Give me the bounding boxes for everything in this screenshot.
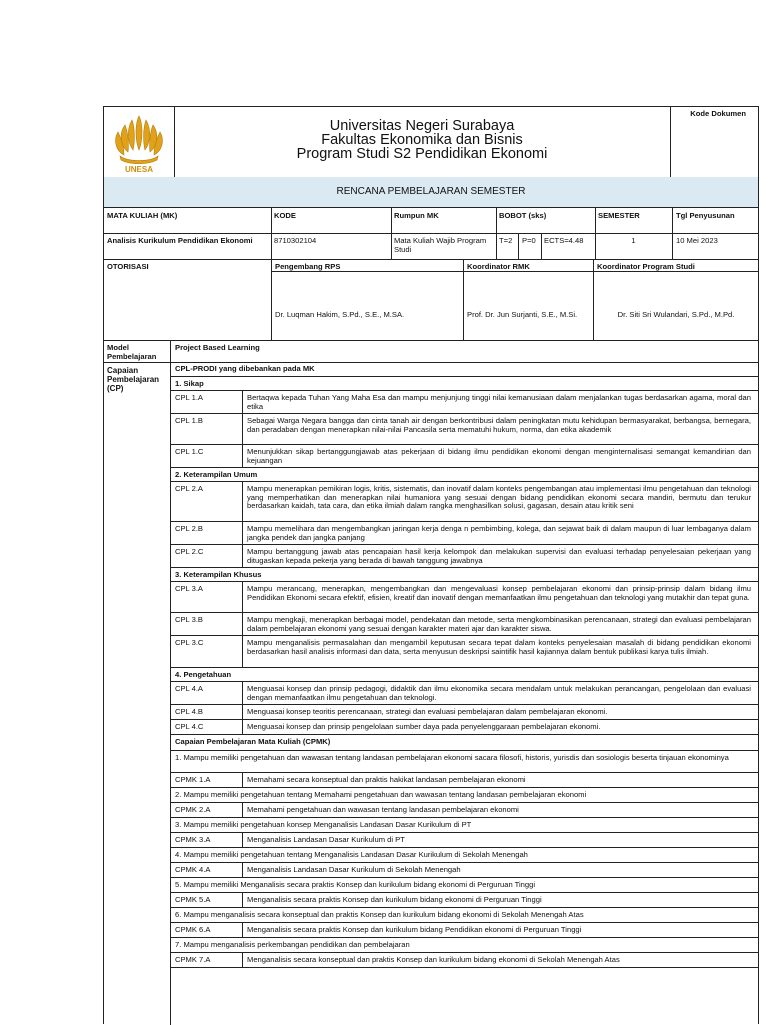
- cp-heading: Capaian Pembelajaran Mata Kuliah (CPMK): [175, 737, 331, 746]
- pengembang-label: Pengembang RPS: [275, 262, 341, 271]
- cpmk-row: [170, 953, 758, 968]
- cpmk-code: CPMK 2.A: [175, 805, 211, 814]
- cpl-text: Menguasai konsep teoritis perencanaan, strategi dan evaluasi pembelajaran dalam pembelajaran ekonomi.: [247, 707, 608, 716]
- koordinator-prodi-label: Koordinator Program Studi: [597, 262, 695, 271]
- cpl-text: Mampu menerapkan pemikiran logis, kritis, sistematis, dan inovatif dalam konteks pengembangan atau implementasi ilmu pengetahuan dan teknologi yang memperhatikan dan menerapkan nilai humaniora yang sesuai dengan bidang pendidikan ekonomi secara mandiri, bermutu dan terukur berdasarkan kaidah, tata cara, dan etika ilmiah dalam rangka menghasilkan solusi, gagasan, desain atau kritik seni: [247, 484, 751, 511]
- cp-section-heading: 1. Sikap: [175, 379, 204, 388]
- cpl-row: [170, 682, 758, 705]
- cpl-code: CPL 1.A: [175, 393, 203, 402]
- cpl-code: CPL 2.B: [175, 524, 203, 533]
- cpmk-description-row: [170, 818, 758, 833]
- university-name: Universitas Negeri Surabaya: [329, 118, 515, 134]
- cpl-code: CPL 1.C: [175, 447, 204, 456]
- cpl-text: Mampu memelihara dan mengembangkan jaringan kerja denga n pembimbing, kolega, dan sejawat baik di dalam maupun di luar lembaganya dalam jangka pendek dan jangka panjang: [247, 524, 751, 542]
- cpl-row: [170, 391, 758, 414]
- cpmk-code: CPMK 3.A: [175, 835, 211, 844]
- cpmk-description-row: [170, 848, 758, 863]
- cp-section-heading: 3. Keterampilan Khusus: [175, 570, 262, 579]
- cpl-text: Sebagai Warga Negara bangga dan cinta tanah air dengan berkontribusi dalam peningkatan mutu kehidupan bermasyarakat, berbangsa, bernegara, dan peradaban dengan menerapkan nilai-nilai Pancasila serta mematuhi hukum, norma, dan etika akademik: [247, 416, 751, 434]
- cpmk-code: CPMK 5.A: [175, 895, 211, 904]
- cpl-text: Mampu menganalisis permasalahan dan mengambil keputusan secara tepat dalam konteks penyelesaian masalah di bidang pendidikan ekonomi berdasarkan hasil analisis informasi dan data, serta menyusun deskripsi saintifik hasil kajiannya dalam bentuk publikasi karya tulis ilmiah.: [247, 638, 751, 656]
- value-ects: ECTS=4.48: [544, 236, 584, 245]
- cpmk-description: 3. Mampu memiliki pengetahuan konsep Menganalisis Landasan Dasar Kurikulum di PT: [175, 820, 472, 829]
- cpmk-text: Menganalisis secara praktis Konsep dan kurikulum bidang ekonomi di Perguruan Tinggi: [247, 895, 542, 904]
- cpl-text: Mampu merancang, menerapkan, mengembangkan dan mengevaluasi konsep pembelajaran ekonomi dan prinsip-prinsip dalam bidang ilmu Pendidikan Ekonomi secara efektif, efisien, kreatif dan inovatif dengan memanfaatkan ilmu pengetahuan dan teknologi yang mutakhir dan tepat guna.: [247, 584, 751, 602]
- value-t: T=2: [499, 236, 513, 245]
- cpmk-row: [170, 803, 758, 818]
- header-kode: KODE: [274, 211, 296, 220]
- cp-section-row: [170, 668, 758, 682]
- cpmk-text: Menganalisis Landasan Dasar Kurikulum di PT: [247, 835, 405, 844]
- unesa-logo: [108, 110, 170, 176]
- program-name: Program Studi S2 Pendidikan Ekonomi: [296, 146, 548, 162]
- cp-heading: CPL-PRODI yang dibebankan pada MK: [175, 364, 315, 373]
- cpmk-description-row: [170, 788, 758, 803]
- cpmk-code: CPMK 4.A: [175, 865, 211, 874]
- cpl-row: [170, 582, 758, 613]
- cpmk-text: Memahami secara konseptual dan praktis hakikat landasan pembelajaran ekonomi: [247, 775, 526, 784]
- value-semester: 1: [631, 236, 636, 245]
- cp-table: [170, 362, 758, 1025]
- cp-section-heading: 2. Keterampilan Umum: [175, 470, 258, 479]
- rps-document: [103, 106, 759, 1024]
- value-mk: Analisis Kurikulum Pendidikan Ekonomi: [107, 236, 253, 245]
- cpmk-description: 5. Mampu memiliki Menganalisis secara praktis Konsep dan kurikulum bidang ekonomi di Perguruan Tinggi: [175, 880, 536, 889]
- koordinator-prodi-name: Dr. Siti Sri Wulandari, S.Pd., M.Pd.: [617, 310, 735, 319]
- cpl-text: Menguasai konsep dan prinsip pengelolaan sumber daya pada penyelenggaraan pembelajaran ekonomi.: [247, 722, 601, 731]
- faculty-name: Fakultas Ekonomika dan Bisnis: [321, 132, 523, 148]
- cpmk-description: 1. Mampu memiliki pengetahuan dan wawasan tentang landasan pembelajaran ekonomi sacara filosofi, historis, yurisdis dan sosiologis beserta tinjauan ekonominya: [175, 753, 729, 762]
- cpl-row: [170, 414, 758, 445]
- authorization-label: OTORISASI: [107, 262, 149, 271]
- cp-label: Capaian Pembelajaran (CP): [107, 366, 160, 393]
- cpl-code: CPL 3.A: [175, 584, 203, 593]
- header-mk: MATA KULIAH (MK): [107, 211, 178, 220]
- document-title: RENCANA PEMBELAJARAN SEMESTER: [104, 177, 758, 208]
- cpmk-description-row: [170, 751, 758, 773]
- cpmk-description-row: [170, 878, 758, 893]
- cpl-row: [170, 545, 758, 568]
- cpl-row: [170, 445, 758, 468]
- cpmk-text: Menganalisis secara praktis Konsep dan kurikulum bidang Pendidikan ekonomi di Perguruan Tinggi: [247, 925, 582, 934]
- koordinator-rmk-name: Prof. Dr. Jun Surjanti, S.E., M.Si.: [467, 310, 578, 319]
- cpl-code: CPL 1.B: [175, 416, 203, 425]
- model-label: Model Pembelajaran: [107, 343, 157, 361]
- cp-section-heading: 4. Pengetahuan: [175, 670, 232, 679]
- cpl-code: CPL 2.A: [175, 484, 203, 493]
- cpmk-description-row: [170, 908, 758, 923]
- cpl-code: CPL 4.A: [175, 684, 203, 693]
- cpl-text: Mampu bertanggung jawab atas pencapaian hasil kerja kelompok dan melakukan supervisi dan evaluasi terhadap penyelesaian pekerjaan yang ditugaskan kepada pekerja yang berada di bawah tanggung jawabnya: [247, 547, 751, 565]
- cpl-text: Bertaqwa kepada Tuhan Yang Maha Esa dan mampu menjunjung tinggi nilai kemanusiaan dalam menjalankan tugas berdasarkan agama, moral dan etika: [247, 393, 751, 411]
- cpl-row: [170, 636, 758, 668]
- cpl-text: Menguasai konsep dan prinsip pedagogi, didaktik dan ilmu ekonomika secara mendalam untuk melakukan perancangan, pengelolaan dan evaluasi dengan memanfaatkan ilmu pengetahuan dan teknologi.: [247, 684, 751, 702]
- cpl-code: CPL 2.C: [175, 547, 204, 556]
- koordinator-rmk-label: Koordinator RMK: [467, 262, 530, 271]
- header-rumpun: Rumpun MK: [394, 211, 439, 220]
- value-p: P=0: [522, 236, 536, 245]
- cpmk-description: 7. Mampu menganalisis perkembangan pendidikan dan pembelajaran: [175, 940, 410, 949]
- cpl-code: CPL 3.B: [175, 615, 203, 624]
- cp-heading-row: [170, 362, 758, 377]
- cp-section-row: [170, 377, 758, 391]
- header-semester: SEMESTER: [598, 211, 640, 220]
- cpmk-description: 2. Mampu memiliki pengetahuan tentang Memahami pengetahuan dan wawasan tentang landasan pembelajaran ekonomi: [175, 790, 587, 799]
- doc-code-label: Kode Dokumen: [690, 109, 746, 118]
- value-tgl: 10 Mei 2023: [676, 236, 718, 245]
- model-value: Project Based Learning: [175, 343, 260, 352]
- cp-section-row: [170, 568, 758, 582]
- unesa-emblem-icon: [108, 110, 170, 176]
- cpmk-code: CPMK 6.A: [175, 925, 211, 934]
- cpl-row: [170, 705, 758, 720]
- cp-heading-row: [170, 735, 758, 751]
- cpmk-row: [170, 833, 758, 848]
- cpmk-row: [170, 893, 758, 908]
- cpmk-code: CPMK 1.A: [175, 775, 211, 784]
- pengembang-name: Dr. Luqman Hakim, S.Pd., S.E., M.SA.: [275, 310, 405, 319]
- cpl-row: [170, 522, 758, 545]
- cpmk-code: CPMK 7.A: [175, 955, 211, 964]
- cpmk-row: [170, 923, 758, 938]
- header-tgl: Tgl Penyusunan: [676, 211, 735, 220]
- cpl-code: CPL 3.C: [175, 638, 204, 647]
- cpmk-description-row: [170, 938, 758, 953]
- cpl-row: [170, 482, 758, 522]
- cp-section-row: [170, 468, 758, 482]
- cpl-row: [170, 613, 758, 636]
- cpmk-description: 6. Mampu menganalisis secara konseptual dan praktis Konsep dan kurikulum bidang ekonomi di Sekolah Menengah Atas: [175, 910, 584, 919]
- value-kode: 8710302104: [274, 236, 317, 245]
- cpl-code: CPL 4.B: [175, 707, 203, 716]
- cpmk-text: Menganalisis Landasan Dasar Kurikulum di Sekolah Menengah: [247, 865, 461, 874]
- cpl-code: CPL 4.C: [175, 722, 204, 731]
- cpmk-description: 4. Mampu memiliki pengetahuan tentang Menganalisis Landasan Dasar Kurikulum di Sekolah Menengah: [175, 850, 528, 859]
- cpl-row: [170, 720, 758, 735]
- cpmk-text: Menganalisis secara konseptual dan praktis Konsep dan kurikulum bidang ekonomi di Sekolah Menengah Atas: [247, 955, 620, 964]
- cpmk-text: Memahami pengetahuan dan wawasan tentang landasan pembelajaran ekonomi: [247, 805, 519, 814]
- cpmk-row: [170, 863, 758, 878]
- cpl-text: Menunjukkan sikap bertanggungjawab atas pekerjaan di bidang ilmu pendidikan ekonomi dengan menginternalisasi semangat kemandirian dan kejuangan: [247, 447, 751, 465]
- svg-text:UNESA: UNESA: [124, 165, 154, 174]
- header-bobot: BOBOT (sks): [499, 211, 547, 220]
- cpmk-row: [170, 773, 758, 788]
- cpl-text: Mampu mengkaji, menerapkan berbagai model, pendekatan dan metode, serta mengkombinasikan perencanaan, strategi dan evaluasi pembelajaran dalam pembelajaran ekonomi yang sesuai dengan karakter materi ajar dan karakter siswa.: [247, 615, 751, 633]
- value-rumpun: Mata Kuliah Wajib Program Studi: [394, 236, 487, 254]
